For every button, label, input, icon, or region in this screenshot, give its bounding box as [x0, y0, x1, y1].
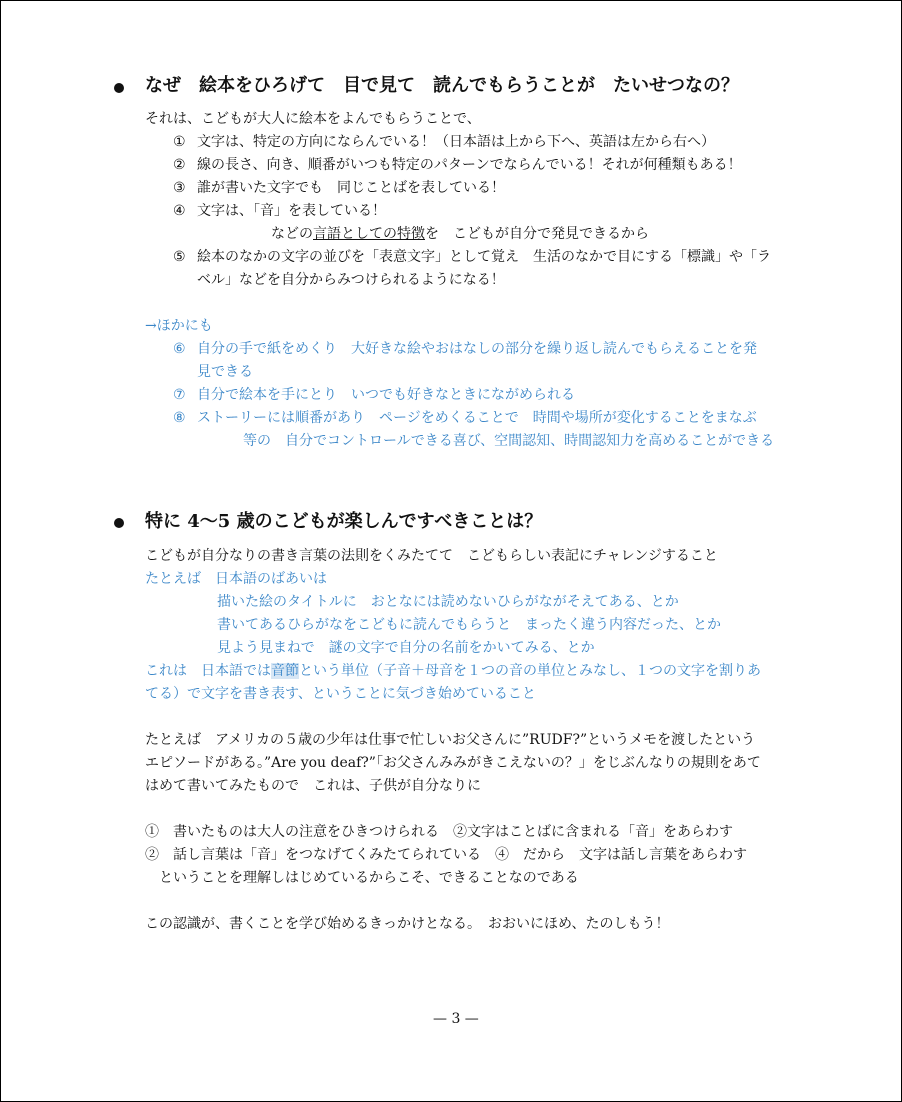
anecdote-line2: エピソードがある。”Are you deaf?”「お父さんみみがきこえないの？」をじぶんなりの規則をあて	[145, 755, 761, 771]
item-6-line1: 自分の手で紙をめくり 大好きな絵やおはなしの部分を繰り返し読んでもらえることを発	[197, 341, 757, 357]
item-4-text: 文字は、「音」を表している！	[197, 203, 386, 219]
summary-post: を こどもが自分で発見できるから	[425, 226, 649, 242]
syllable-line1	[145, 661, 761, 681]
item-2-num: ②	[173, 157, 186, 173]
item-7-num: ⑦	[173, 387, 186, 403]
syllable-highlight: 音節	[271, 663, 299, 679]
item-6-line2: 見できる	[197, 364, 253, 380]
points-line3: ということを理解しはじめているからこそ、できることなのである	[159, 870, 579, 886]
section2-heading: 特に 4〜5 歳のこどもが楽しんですべきことは？	[145, 511, 543, 532]
syllable-pre: これは 日本語では	[145, 663, 271, 679]
item-8-line1: ストーリーには順番があり ページをめくることで 時間や場所が変化することをまなぶ	[197, 410, 757, 426]
item-6-num: ⑥	[173, 341, 186, 357]
example-3: 見よう見まねで 謎の文字で自分の名前をかいてみる、とか	[217, 640, 595, 656]
section1-intro: それは、こどもが大人に絵本をよんでもらうことで、	[145, 111, 481, 127]
summary-line	[271, 224, 649, 244]
bullet-1	[114, 83, 124, 93]
anecdote-line3: はめて書いてみたもので これは、子供が自分なりに	[145, 778, 481, 794]
page-number: — 3 —	[433, 1011, 479, 1027]
item-7-text: 自分で絵本を手にとり いつでも好きなときにながめられる	[197, 387, 575, 403]
points-line2: ② 話し言葉は「音」をつなげてくみたてられている ④ だから 文字は話し言葉をあらわす	[145, 847, 747, 863]
item-8-line2: 等の 自分でコントロールできる喜び、空間認知、時間認知力を高めることができる	[243, 433, 775, 449]
anecdote-line1: たとえば アメリカの５歳の少年は仕事で忙しいお父さんに”RUDF?”というメモを渡したという	[145, 732, 756, 748]
item-8-num: ⑧	[173, 410, 186, 426]
item-5-line1: 絵本のなかの文字の並びを「表意文字」として覚え 生活のなかで目にする「標識」や「ラ	[197, 249, 771, 265]
item-5-line2: ベル」などを自分からみつけられるようになる！	[197, 272, 505, 288]
section2-intro: こどもが自分なりの書き言葉の法則をくみたてて こどもらしい表記にチャレンジすること	[145, 548, 718, 564]
example-label: たとえば 日本語のばあいは	[145, 571, 327, 587]
example-2: 書いてあるひらがなをこどもに読んでもらうと まったく違う内容だった、とか	[217, 617, 721, 633]
item-2-text: 線の長さ、向き、順番がいつも特定のパターンでならんでいる！それが何種類もある！	[197, 157, 742, 173]
item-4-num: ④	[173, 203, 186, 219]
section1-heading: なぜ 絵本をひろげて 目で見て 読んでもらうことが たいせつなの？	[145, 75, 739, 96]
summary-underlined: 言語としての特徴	[313, 226, 425, 242]
item-1-text: 文字は、特定の方向にならんでいる！（日本語は上から下へ、英語は左から右へ）	[197, 134, 715, 150]
closing-line: この認識が、書くことを学び始めるきっかけとなる。 おおいにほめ、たのしもう！	[145, 916, 670, 932]
bullet-2	[114, 518, 124, 528]
item-3-num: ③	[173, 180, 186, 196]
item-3-text: 誰が書いた文字でも 同じことばを表している！	[197, 180, 505, 196]
item-5-num: ⑤	[173, 249, 186, 265]
syllable-line2: てる）で文字を書き表す、ということに気づき始めていること	[145, 686, 536, 702]
summary-pre: などの	[271, 226, 313, 242]
more-label: →ほかにも	[145, 318, 213, 334]
item-1-num: ①	[173, 134, 186, 150]
points-line1: ① 書いたものは大人の注意をひきつけられる ②文字はことばに含まれる「音」をあらわす	[145, 824, 733, 840]
example-1: 描いた絵のタイトルに おとなには読めないひらがながそえてある、とか	[217, 594, 679, 610]
syllable-post: という単位（子音＋母音を１つの音の単位とみなし、１つの文字を割りあ	[299, 663, 761, 679]
